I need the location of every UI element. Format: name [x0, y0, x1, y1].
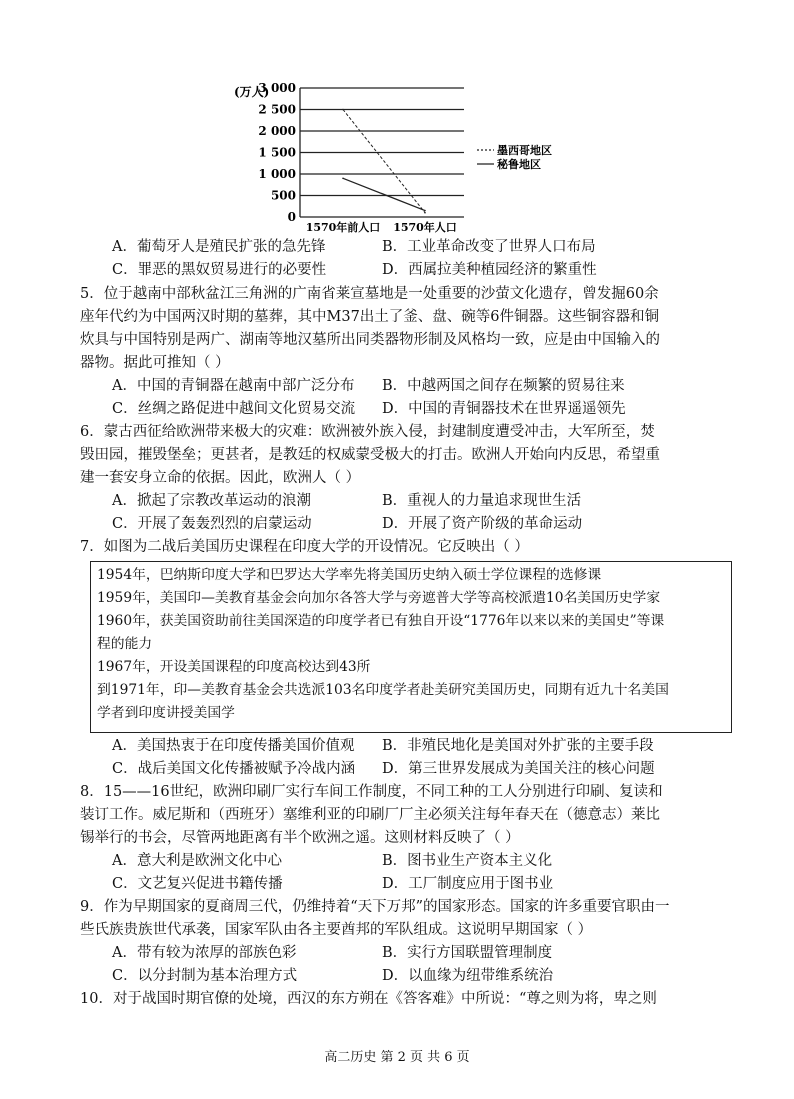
- q7-box-line-2: 1959年，美国印—美教育基金会向加尔各答大学与旁遮普大学等高校派遣10名美国历史学家: [97, 590, 661, 606]
- q7-box-line-6: 到1971年，印—美教育基金会共选派103名印度学者赴美研究美国历史，同期有近九十名美国: [97, 682, 669, 698]
- q4-option-a: A．葡萄牙人是殖民扩张的急先锋: [112, 239, 326, 255]
- q9-option-a: A．带有较为浓厚的部族色彩: [112, 945, 297, 961]
- legend-label: 墨西哥地区: [497, 144, 552, 157]
- q5-option-b: B．中越两国之间存在频繁的贸易往来: [382, 378, 625, 394]
- y-tick-label: 2 500: [258, 102, 296, 117]
- series-line-1: [343, 110, 425, 213]
- y-tick-label: 0: [287, 210, 296, 224]
- chart-unit-label: (万人): [234, 85, 270, 99]
- q4-option-c: C．罪恶的黑奴贸易进行的必要性: [112, 262, 327, 278]
- q5-stem-line-4: 器物。据此可推知（ ）: [80, 355, 230, 371]
- data-point: [342, 178, 344, 180]
- data-point: [342, 109, 344, 111]
- q4-option-b: B．工业革命改变了世界人口布局: [382, 239, 596, 255]
- q7-stem: 7．如图为二战后美国历史课程在印度大学的开设情况。它反映出（ ）: [80, 539, 529, 555]
- q8-stem-line-3: 锡举行的书会，尽管两地距离有半个欧洲之遥。这则材料反映了（ ）: [80, 830, 520, 846]
- q7-box-line-3: 1960年，获美国资助前往美国深造的印度学者已有独自开设“1776年以来以来的美国史”等课: [97, 613, 665, 629]
- q5-option-d: D．中国的青铜器技术在世界遥遥领先: [382, 401, 626, 417]
- q9-option-b: B．实行方国联盟管理制度: [382, 945, 553, 961]
- q5-stem-line-1: 5．位于越南中部秋盆江三角洲的广南省莱宣墓地是一处重要的沙萤文化遗存，曾发掘60余: [80, 286, 659, 302]
- q7-option-c: C．战后美国文化传播被赋予冷战内涵: [112, 761, 356, 777]
- y-tick-label: 500: [270, 188, 296, 203]
- page-footer: 高二历史 第 2 页 共 6 页: [324, 1050, 470, 1065]
- y-tick-label: 3 000: [258, 81, 296, 95]
- q8-stem-line-1: 8．15——16世纪，欧洲印刷厂实行车间工作制度，不同工种的工人分别进行印刷、复读和: [80, 784, 663, 800]
- q6-stem-line-1: 6．蒙古西征给欧洲带来极大的灾难：欧洲被外族入侵，封建制度遭受冲击，大军所至，焚: [80, 424, 655, 440]
- legend-label: 秘鲁地区: [497, 158, 541, 171]
- q5-option-c: C．丝绸之路促进中越间文化贸易交流: [112, 401, 356, 417]
- x-tick-label: 1570年前人口: [305, 221, 381, 234]
- data-point: [424, 212, 426, 214]
- q9-stem-line-1: 9．作为早期国家的夏商周三代，仍维持着“天下万邦”的国家形态。国家的许多重要官职由一: [80, 899, 670, 915]
- q8-option-d: D．工厂制度应用于图书业: [382, 876, 554, 892]
- q6-option-a: A．掀起了宗教改革运动的浪潮: [112, 493, 311, 509]
- q8-option-c: C．文艺复兴促进书籍传播: [112, 876, 283, 892]
- q6-stem-line-2: 毁田园，摧毁堡垒；更甚者，是教廷的权威蒙受极大的打击。欧洲人开始向内反思，希望重: [80, 447, 660, 463]
- q7-option-b: B．非殖民地化是美国对外扩张的主要手段: [382, 738, 654, 754]
- q9-option-d: D．以血缘为纽带维系统治: [382, 968, 554, 984]
- q7-box-line-1: 1954年，巴纳斯印度大学和巴罗达大学率先将美国历史纳入硕士学位课程的选修课: [97, 567, 602, 583]
- q5-option-a: A．中国的青铜器在越南中部广泛分布: [112, 378, 355, 394]
- q7-box-line-4: 程的能力: [97, 636, 153, 652]
- q5-stem-line-3: 炊具与中国特别是两广、湖南等地汉墓所出同类器物形制及风格均一致，应是由中国输入的: [80, 332, 660, 348]
- q7-box-line-7: 学者到印度讲授美国学: [97, 705, 235, 721]
- y-tick-label: 2 000: [258, 124, 296, 138]
- q4-option-d: D．西属拉美种植园经济的繁重性: [382, 262, 597, 278]
- q7-option-d: D．第三世界发展成为美国关注的核心问题: [382, 761, 655, 777]
- q9-stem-line-2: 些氏族贵族世代承袭，国家军队由各主要酋邦的军队组成。这说明早期国家（ ）: [80, 922, 593, 938]
- q6-option-c: C．开展了轰轰烈烈的启蒙运动: [112, 516, 312, 532]
- q6-stem-line-3: 建一套安身立命的依据。因此，欧洲人（ ）: [80, 470, 361, 486]
- q9-option-c: C．以分封制为基本治理方式: [112, 968, 298, 984]
- population-chart: [0, 0, 794, 240]
- series-line-2: [343, 178, 425, 210]
- q10-stem-line-1: 10．对于战国时期官僚的处境，西汉的东方朔在《答客难》中所说：“尊之则为将，卑之则: [80, 991, 657, 1007]
- y-tick-label: 1 000: [258, 167, 296, 181]
- x-tick-label: 1570年人口: [393, 221, 457, 234]
- q5-stem-line-2: 座年代约为中国两汉时期的墓葬，其中M37出土了釜、盘、碗等6件铜器。这些铜容器和铜: [80, 309, 660, 325]
- q7-option-a: A．美国热衷于在印度传播美国价值观: [112, 738, 355, 754]
- q8-option-a: A．意大利是欧洲文化中心: [112, 853, 282, 869]
- q6-option-b: B．重视人的力量追求现世生活: [382, 493, 582, 509]
- q8-stem-line-2: 装订工作。威尼斯和（西班牙）塞维利亚的印刷厂厂主必须关注每年春天在（德意志）莱比: [80, 807, 660, 823]
- y-tick-label: 1 500: [258, 145, 296, 160]
- q6-option-d: D．开展了资产阶级的革命运动: [382, 516, 583, 532]
- q7-material-box: [90, 561, 732, 733]
- data-point: [424, 210, 426, 212]
- q8-option-b: B．图书业生产资本主义化: [382, 853, 553, 869]
- q7-box-line-5: 1967年，开设美国课程的印度高校达到43所: [97, 659, 371, 675]
